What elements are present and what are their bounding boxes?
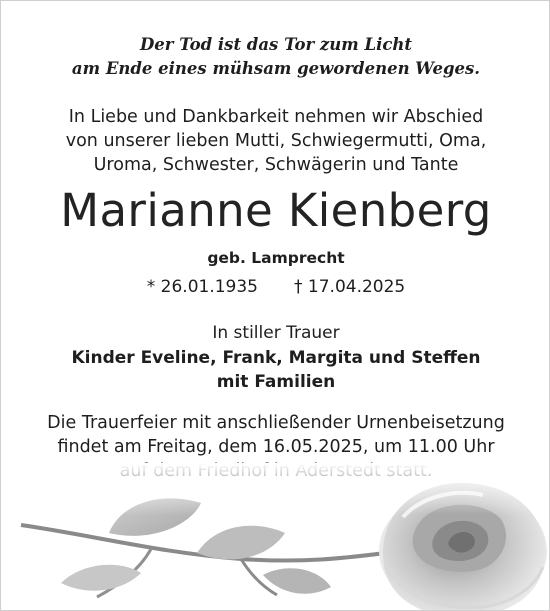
motto-line: am Ende eines mühsam gewordenen Weges. [71, 59, 481, 78]
service-line: findet am Freitag, dem 16.05.2025, um 11.00 Uhr [57, 437, 495, 457]
service-line: Die Trauerfeier mit anschließender Urnenbeisetzung [47, 413, 505, 433]
birth-name: geb. Lamprecht [207, 249, 345, 267]
mourners-line: mit Familien [216, 372, 336, 392]
birth-date: * 26.01.1935 [146, 277, 258, 297]
deceased-name: Marianne Kienberg [60, 184, 492, 237]
death-date: † 17.04.2025 [294, 277, 406, 297]
mourners-line: Kinder Eveline, Frank, Margita und Steffen [71, 348, 481, 368]
life-dates [1, 276, 550, 298]
motto-quote [1, 33, 550, 81]
mourners-list [1, 346, 550, 394]
mourning-intro: In stiller Trauer [212, 323, 340, 343]
farewell-intro [1, 105, 550, 177]
intro-line: In Liebe und Dankbarkeit nehmen wir Abschied [68, 107, 484, 127]
intro-line: von unserer lieben Mutti, Schwiegermutti, Oma, [65, 131, 487, 151]
intro-line: Uroma, Schwester, Schwägerin und Tante [93, 155, 459, 175]
rose-image [1, 463, 550, 611]
motto-line: Der Tod ist das Tor zum Licht [139, 35, 413, 54]
